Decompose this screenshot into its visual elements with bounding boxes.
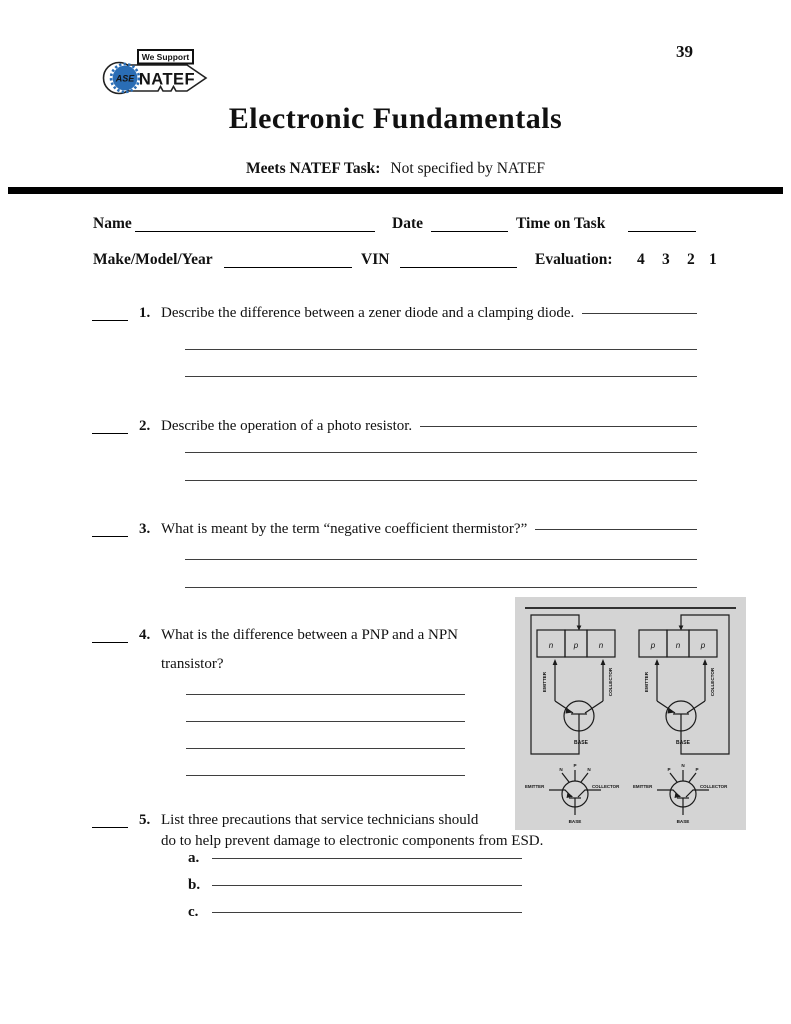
natef-key-icon	[98, 44, 213, 106]
base-label: BASE	[574, 740, 588, 746]
base-label: BASE	[676, 740, 690, 746]
question-4-text-line2: transistor?	[161, 656, 224, 672]
vin-label: VIN	[361, 251, 390, 268]
npn-letter: N	[559, 767, 563, 772]
collector-label: COLLECTOR	[608, 667, 613, 697]
answer-line	[185, 587, 697, 588]
question-1	[139, 305, 697, 322]
question-2-text: Describe the operation of a photo resistor.	[161, 418, 413, 434]
question-5-text-line2: do to help prevent damage to electronic components from ESD.	[161, 833, 544, 849]
npn-block-letter: p	[573, 641, 579, 650]
grade-blank-q1	[92, 320, 128, 321]
logo-natef-text: NATEF	[138, 70, 196, 89]
question-5-text-line1: List three precautions that service technicians should	[161, 812, 479, 828]
question-2	[139, 418, 697, 435]
item-b-label: b.	[188, 877, 201, 893]
question-4-text-line1: What is the difference between a PNP and a NPN	[161, 627, 458, 643]
transistor-diagram-image	[515, 597, 746, 830]
item-a-blank	[212, 858, 522, 859]
question-1-inline-blank	[582, 313, 697, 314]
npn-block-letter: n	[548, 641, 554, 650]
answer-line	[185, 559, 697, 560]
header-divider	[8, 187, 783, 194]
answer-line	[185, 480, 697, 481]
evaluation-score-3: 3	[662, 251, 670, 268]
page-number: 39	[676, 42, 693, 61]
question-5-item-a	[188, 850, 522, 867]
make-model-year-label: Make/Model/Year	[93, 251, 213, 268]
answer-line	[185, 349, 697, 350]
time-on-task-label: Time on Task	[516, 215, 606, 232]
evaluation-score-4: 4	[637, 251, 645, 268]
item-a-label: a.	[188, 850, 200, 866]
answer-line	[186, 721, 465, 722]
evaluation-score-2: 2	[687, 251, 695, 268]
emitter-label: EMITTER	[644, 671, 649, 693]
meets-task-value: Not specified by NATEF	[390, 160, 545, 177]
collector-label: COLLECTOR	[700, 784, 728, 789]
grade-blank-q3	[92, 536, 128, 537]
question-4-number: 4.	[139, 627, 151, 643]
pnp-letter: P	[695, 767, 699, 772]
answer-line	[186, 748, 465, 749]
make-model-year-blank	[224, 267, 352, 268]
base-label: BASE	[568, 819, 582, 824]
question-3	[139, 521, 697, 538]
pnp-block-letter: n	[675, 641, 681, 650]
question-2-number: 2.	[139, 418, 151, 434]
question-3-number: 3.	[139, 521, 151, 537]
logo-tagline: We Support	[141, 52, 190, 63]
pnp-letter: P	[667, 767, 671, 772]
collector-label: COLLECTOR	[592, 784, 620, 789]
answer-line	[186, 694, 465, 695]
question-5-item-c	[188, 904, 522, 921]
vin-blank	[400, 267, 517, 268]
time-on-task-blank	[628, 231, 696, 232]
question-3-inline-blank	[535, 529, 697, 530]
answer-line	[186, 775, 465, 776]
grade-blank-q4	[92, 642, 128, 643]
question-2-inline-blank	[420, 426, 697, 427]
pnp-block-letter: p	[650, 641, 656, 650]
emitter-label: EMITTER	[542, 671, 547, 693]
evaluation-label: Evaluation:	[535, 251, 613, 268]
date-label: Date	[392, 215, 423, 232]
evaluation-score-1: 1	[709, 251, 717, 268]
grade-blank-q5	[92, 827, 128, 828]
item-b-blank	[212, 885, 522, 886]
answer-line	[185, 452, 697, 453]
question-4	[139, 627, 499, 644]
meets-task-label: Meets NATEF Task:	[246, 160, 381, 177]
collector-label: COLLECTOR	[710, 667, 715, 697]
question-1-text: Describe the difference between a zener diode and a clamping diode.	[161, 305, 575, 321]
date-blank	[431, 231, 508, 232]
question-5	[139, 812, 559, 829]
item-c-label: c.	[188, 904, 199, 920]
question-5-number: 5.	[139, 812, 151, 828]
meets-natef-task-line	[0, 160, 791, 178]
question-3-text: What is meant by the term “negative coefficient thermistor?”	[161, 521, 528, 537]
pnp-block-letter: p	[700, 641, 706, 650]
natef-logo	[98, 44, 213, 106]
npn-letter: N	[587, 767, 591, 772]
npn-block-letter: n	[598, 641, 604, 650]
grade-blank-q2	[92, 433, 128, 434]
page-title: Electronic Fundamentals	[228, 102, 563, 135]
emitter-label: EMITTER	[633, 784, 653, 789]
answer-line	[185, 376, 697, 377]
item-c-blank	[212, 912, 522, 913]
npn-letter: P	[573, 763, 577, 768]
name-blank	[135, 231, 375, 232]
pnp-letter: N	[681, 763, 685, 768]
question-1-number: 1.	[139, 305, 151, 321]
question-5-item-b	[188, 877, 522, 894]
base-label: BASE	[676, 819, 690, 824]
name-label: Name	[93, 215, 132, 232]
ase-logo-text: ASE	[115, 73, 135, 84]
transistor-figure	[515, 597, 746, 830]
emitter-label: EMITTER	[525, 784, 545, 789]
